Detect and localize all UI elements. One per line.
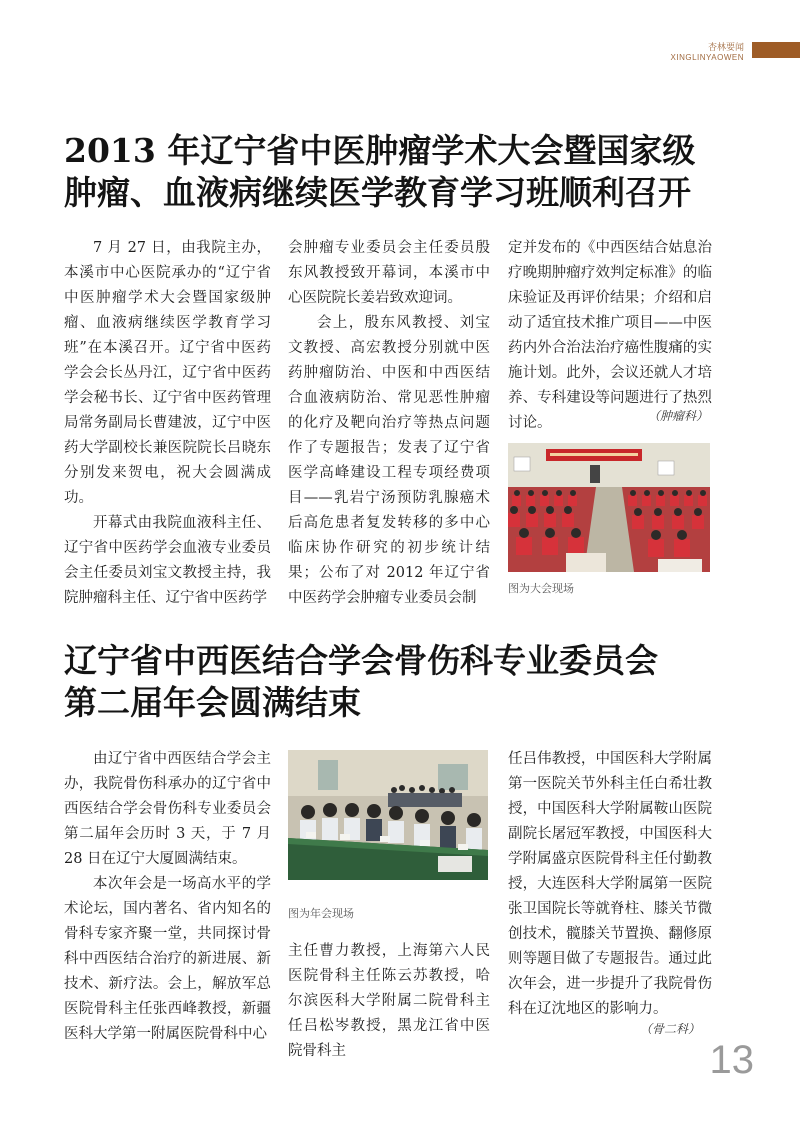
article1-column-3 <box>508 236 712 436</box>
article2-col3-para1: 任吕伟教授，中国医科大学附属第一医院关节外科主任白希壮教授，中国医科大学附属鞍山医院副院长屠冠军教授，中国医科大学附属盛京医院骨科主任付勤教授，大连医科大学附属第一医院张卫国院长等就脊柱、膝关节微创技术，髋膝关节置换、翻修原则等题目做了专题报告。通过此次年会，进一步提升了我院骨伤科在辽沈地区的影响力。 <box>508 751 712 1017</box>
article2-signature: （骨二科） <box>639 1022 700 1036</box>
article2-col1-para1: 由辽宁省中西医结合学会主办，我院骨伤科承办的辽宁省中西医结合学会骨伤科专业委员会第二届年会历时 3 天，于 7 月 28 日在辽宁大厦圆满结束。 <box>64 751 271 867</box>
section-tag <box>671 42 744 63</box>
article2-photo <box>288 750 488 880</box>
article2-col1-para2: 本次年会是一场高水平的学术论坛，国内著名、省内知名的骨科专家齐聚一堂，共同探讨骨科中西医结合治疗的新进展、新技术、新疗法。会上，解放军总医院骨科主任张西峰教授，新疆医科大学第一附属医院骨科中心 <box>64 876 271 1042</box>
section-tag-en: XINGLINYAOWEN <box>670 53 744 62</box>
article2-photo-caption: 图为年会现场 <box>288 908 354 920</box>
article1-column-2 <box>288 236 490 611</box>
section-tag-cn: 杏林要闻 <box>707 42 744 52</box>
article1-column-1 <box>64 236 271 611</box>
page-number: 13 <box>709 1038 754 1082</box>
article1-signature: （肿瘤科） <box>647 409 708 423</box>
article2-col2-para1: 主任曹力教授，上海第六人民医院骨科主任陈云苏教授，哈尔滨医科大学附属二院骨科主任吕松岑教授，黑龙江省中医院骨科主 <box>288 943 490 1059</box>
article1-title-line1: 2013 年辽宁省中医肿瘤学术大会暨国家级 <box>64 131 696 170</box>
conference-hall-image <box>508 443 710 572</box>
article1-col3-para1: 定并发布的《中西医结合姑息治疗晚期肿瘤疗效判定标准》的临床验证及再评价结果；介绍和启动了适宜技术推广项目——中医药内外合治法治疗癌性腹痛的实施计划。此外，会议还就人才培养、专科建设等问题进行了热烈讨论。 <box>508 240 712 431</box>
article1-photo <box>508 443 710 572</box>
meeting-room-image <box>288 750 488 880</box>
article1-col1-para1: 7 月 27 日，由我院主办，本溪市中心医院承办的“辽宁省中医肿瘤学术大会暨国家级肿瘤、血液病继续医学教育学习班”在本溪召开。辽宁省中医药学会会长丛丹江，辽宁省中医药学会秘书长、辽宁省中医药管理局常务副局长曹建波，辽宁中医药大学副校长兼医院院长吕晓东分别发来贺电，祝大会圆满成功。 <box>64 240 271 506</box>
article2-column-1 <box>64 747 271 1047</box>
article1-title <box>64 130 695 214</box>
article2-title-line1: 辽宁省中西医结合学会骨伤科专业委员会 <box>64 641 658 680</box>
article2-column-2 <box>288 939 490 1064</box>
article1-col2-para1: 会肿瘤专业委员会主任委员殷东风教授致开幕词，本溪市中心医院院长姜岩致欢迎词。 <box>288 240 490 306</box>
article1-photo-caption: 图为大会现场 <box>508 583 574 595</box>
article1-col1-para2: 开幕式由我院血液科主任、辽宁省中医药学会血液专业委员会主任委员刘宝文教授主持，我院肿瘤科主任、辽宁省中医药学 <box>64 515 271 606</box>
article1-title-line2: 肿瘤、血液病继续医学教育学习班顺利召开 <box>64 173 691 212</box>
article2-title <box>64 640 658 724</box>
article1-col2-para2: 会上，殷东风教授、刘宝文教授、高宏教授分别就中医药肿瘤防治、中医和中西医结合血液病防治、常见恶性肿瘤的化疗及靶向治疗等热点问题作了专题报告；发表了辽宁省医学高峰建设工程专项经费项目——乳岩宁汤预防乳腺癌术后高危患者复发转移的多中心临床协作研究的初步统计结果；公布了对 2012 年辽宁省中医药学会肿瘤专业委员会制 <box>288 315 490 606</box>
article2-column-3 <box>508 747 712 1022</box>
header-accent-bar <box>752 42 800 58</box>
article2-title-line2: 第二届年会圆满结束 <box>64 683 361 722</box>
